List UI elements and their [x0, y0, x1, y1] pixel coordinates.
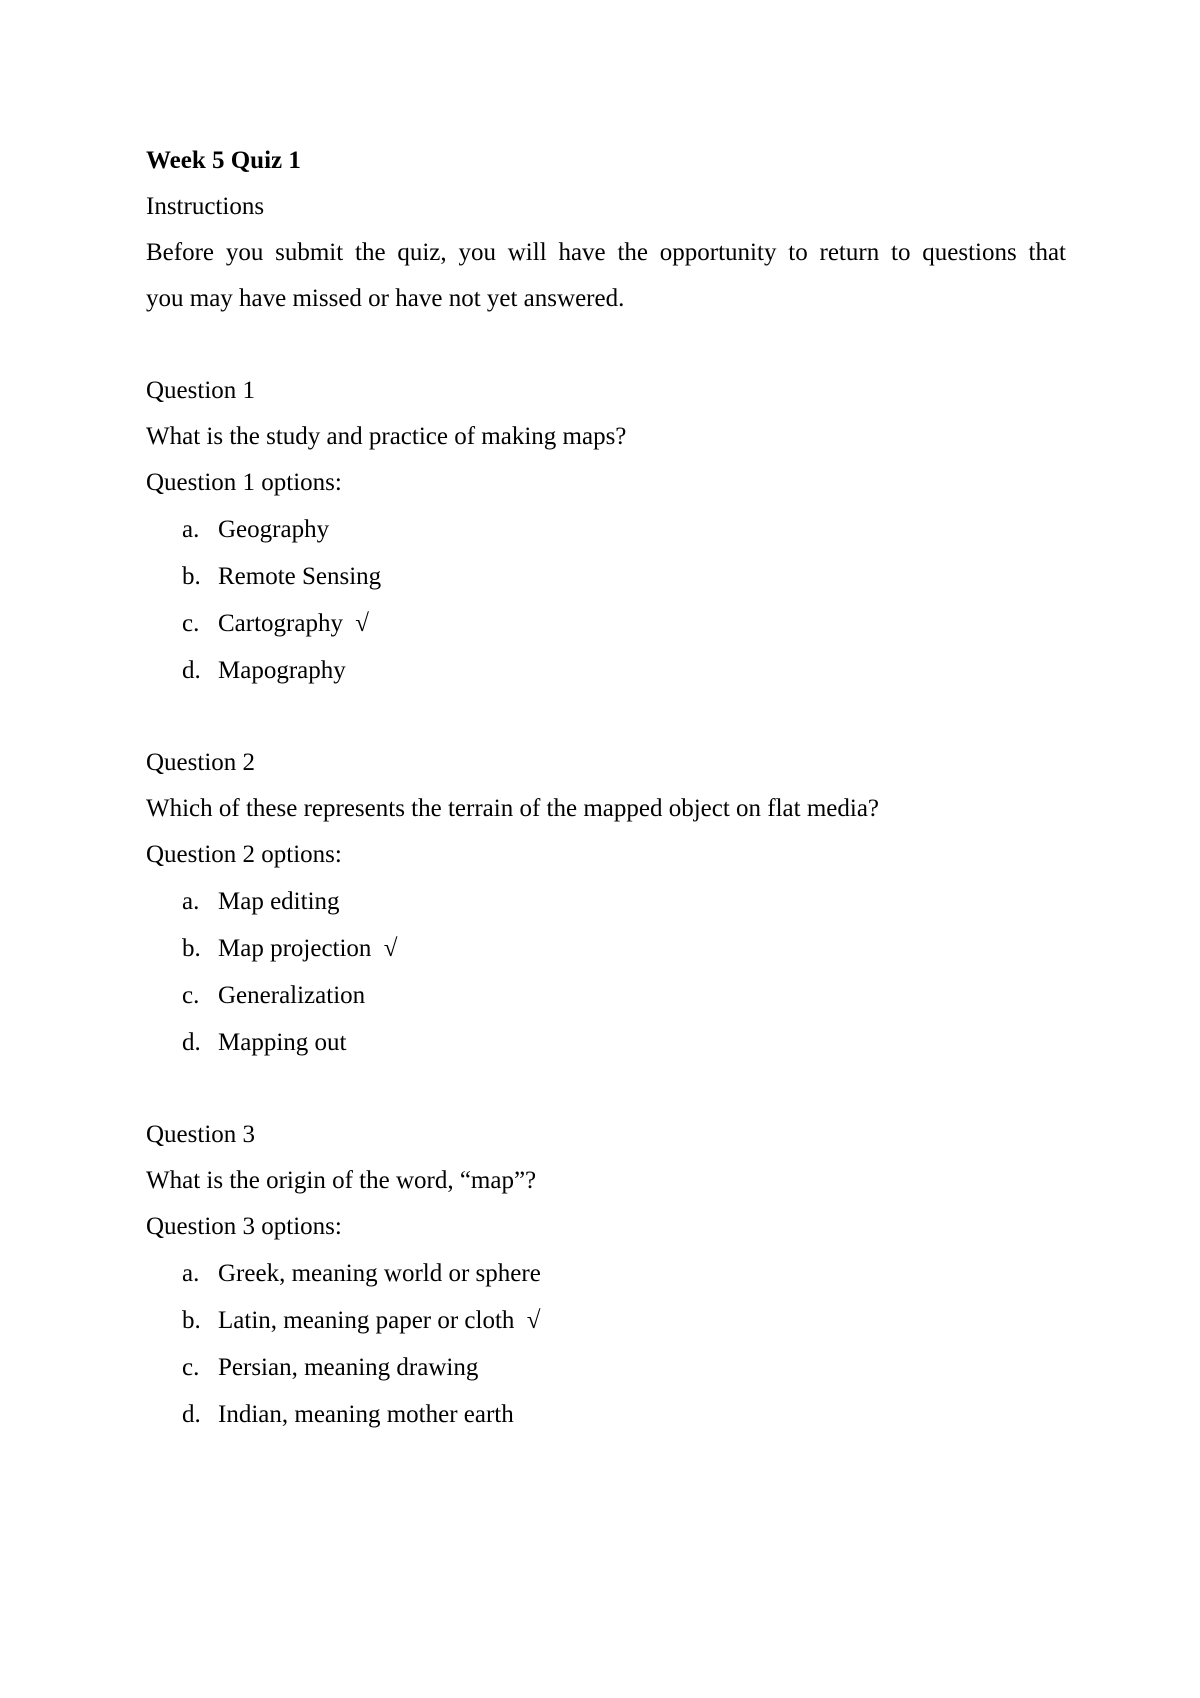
- options-label: Question 1 options:: [146, 469, 342, 496]
- question-text: What is the study and practice of making maps?: [146, 423, 627, 450]
- spacer: [146, 1066, 1066, 1112]
- question-2: [146, 740, 1066, 1066]
- option-letter: a.: [182, 516, 200, 543]
- option-letter: c.: [182, 1354, 200, 1381]
- instructions-line-2: you may have missed or have not yet answered.: [146, 285, 625, 312]
- checkmark-icon: √: [355, 610, 369, 637]
- option-text: Persian, meaning drawing: [218, 1354, 479, 1381]
- option-d: [146, 1019, 1066, 1066]
- option-letter: a.: [182, 1260, 200, 1287]
- option-letter: b.: [182, 1307, 201, 1334]
- question-3: [146, 1112, 1066, 1438]
- option-letter: d.: [182, 1401, 201, 1428]
- option-text: Mapography: [218, 657, 346, 684]
- option-c: [146, 972, 1066, 1019]
- option-a: [146, 506, 1066, 553]
- option-b: [146, 1297, 1066, 1344]
- option-text: Generalization: [218, 982, 366, 1009]
- option-a: [146, 1250, 1066, 1297]
- option-text: Remote Sensing: [218, 563, 382, 590]
- question-heading: Question 2: [146, 749, 256, 776]
- option-letter: c.: [182, 610, 200, 637]
- spacer: [146, 694, 1066, 740]
- instructions-line-1: Before you submit the quiz, you will have the opportunity to return to questions that: [146, 239, 1066, 266]
- option-text: Indian, meaning mother earth: [218, 1401, 514, 1428]
- document-body: [146, 138, 1066, 1438]
- option-d: [146, 647, 1066, 694]
- instructions-heading: Instructions: [146, 193, 265, 220]
- option-d: [146, 1391, 1066, 1438]
- option-text: Latin, meaning paper or cloth: [218, 1307, 515, 1334]
- option-letter: b.: [182, 935, 201, 962]
- question-heading: Question 1: [146, 377, 256, 404]
- question-heading: Question 3: [146, 1121, 256, 1148]
- option-letter: d.: [182, 1029, 201, 1056]
- options-list: [146, 1250, 1066, 1438]
- spacer: [146, 322, 1066, 368]
- option-text: Map projection: [218, 935, 372, 962]
- option-letter: d.: [182, 657, 201, 684]
- options-list: [146, 878, 1066, 1066]
- options-list: [146, 506, 1066, 694]
- option-letter: c.: [182, 982, 200, 1009]
- option-letter: b.: [182, 563, 201, 590]
- question-1: [146, 368, 1066, 694]
- quiz-title: Week 5 Quiz 1: [146, 147, 301, 174]
- option-text: Geography: [218, 516, 330, 543]
- option-b: [146, 553, 1066, 600]
- option-c: [146, 1344, 1066, 1391]
- checkmark-icon: √: [383, 935, 398, 962]
- option-a: [146, 878, 1066, 925]
- option-letter: a.: [182, 888, 200, 915]
- option-text: Cartography: [218, 610, 343, 637]
- instructions-text: [146, 230, 1066, 322]
- question-text: What is the origin of the word, “map”?: [146, 1167, 537, 1194]
- option-text: Map editing: [218, 888, 340, 915]
- question-text: Which of these represents the terrain of the mapped object on flat media?: [146, 795, 880, 822]
- option-text: Greek, meaning world or sphere: [218, 1260, 541, 1287]
- option-b: [146, 925, 1066, 972]
- checkmark-icon: √: [526, 1307, 541, 1334]
- options-label: Question 2 options:: [146, 841, 342, 868]
- option-text: Mapping out: [218, 1029, 347, 1056]
- option-c: [146, 600, 1066, 647]
- options-label: Question 3 options:: [146, 1213, 342, 1240]
